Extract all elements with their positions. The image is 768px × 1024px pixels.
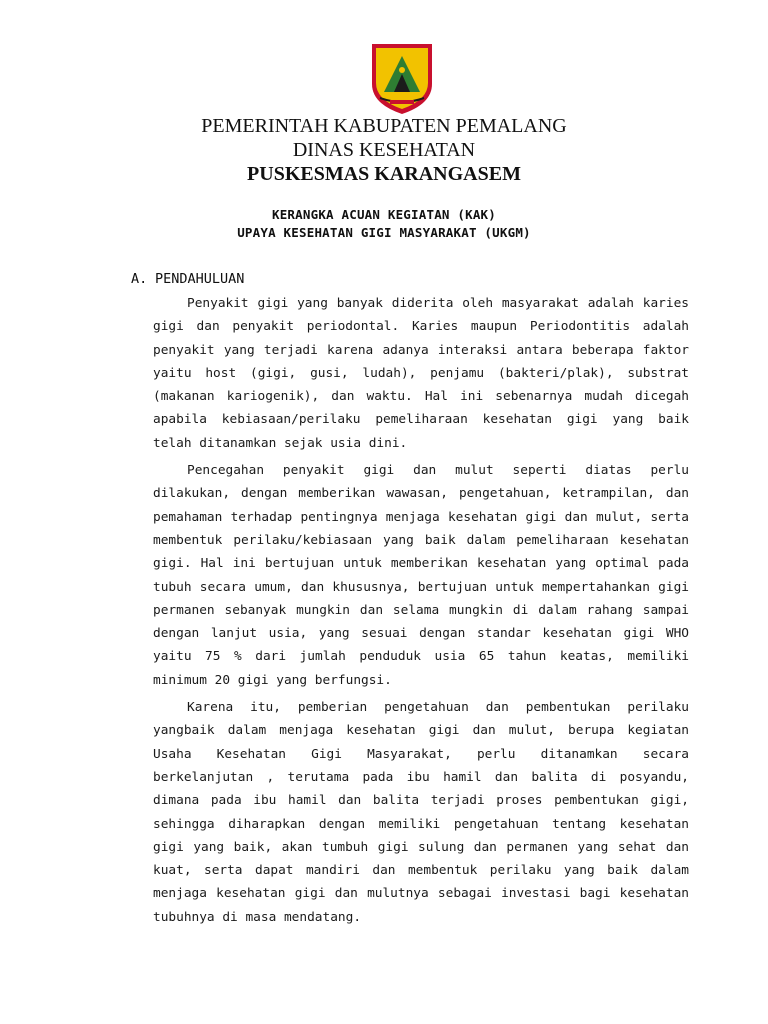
document-title-line2: UPAYA KESEHATAN GIGI MASYARAKAT (UKGM) [237, 225, 531, 240]
paragraph-3: Karena itu, pemberian pengetahuan dan pembentukan perilaku yangbaik dalam menjaga kesehatan gigi dan mulut, berupa kegiatan Usaha Kesehatan Gigi Masyarakat, perlu ditanamkan secara berkelanjutan , terutama pada ibu hamil dan balita di posyandu, dimana pada ibu hamil dan balita terjadi proses pembentukan gigi, sehingga diharapkan dengan memiliki pengetahuan tentang kesehatan gigi yang baik, akan tumbuh gigi sulung dan permanen yang sehat dan kuat, serta dapat mandiri dan membentuk perilaku yang baik dalam menjaga kesehatan gigi dan mulutnya sebagai investasi bagi kesehatan tubuhnya di masa mendatang. [153, 700, 689, 925]
section-title: PENDAHULUAN [155, 271, 245, 287]
government-name: PEMERINTAH KABUPATEN PEMALANG [201, 115, 567, 137]
institution-name: PUSKESMAS KARANGASEM [247, 163, 521, 185]
section-heading [131, 269, 244, 289]
regency-emblem-icon [370, 42, 434, 116]
agency-name: DINAS KESEHATAN [292, 139, 476, 161]
document-title-line1: KERANGKA ACUAN KEGIATAN (KAK) [271, 207, 497, 222]
paragraph-2: Pencegahan penyakit gigi dan mulut seperti diatas perlu dilakukan, dengan memberikan wawasan, pengetahuan, ketrampilan, dan pemahaman terhadap pentingnya menjaga kesehatan gigi dan mulut, serta membentuk perilaku/kebiasaan yang baik dalam pemeliharaan kesehatan gigi. Hal ini bertujuan untuk memberikan kesehatan yang optimal pada tubuh secara umum, dan khususnya, bertujuan untuk mempertahankan gigi permanen sebanyak mungkin dan selama mungkin di dalam rahang sampai dengan lanjut usia, yang sesuai dengan standar kesehatan gigi WHO yaitu 75 % dari jumlah penduduk usia 65 tahun keatas, memiliki minimum 20 gigi yang berfungsi. [153, 463, 689, 688]
paragraph-1: Penyakit gigi yang banyak diderita oleh masyarakat adalah karies gigi dan penyakit periodontal. Karies maupun Periodontitis adalah penyakit yang terjadi karena adanya interaksi antara beberapa faktor yaitu host (gigi, gusi, ludah), penjamu (bakteri/plak), substrat (makanan kariogenik), dan waktu. Hal ini sebenarnya mudah dicegah apabila kebiasaan/perilaku pemeliharaan kesehatan gigi yang baik telah ditanamkan sejak usia dini. [153, 296, 689, 451]
section-body [153, 292, 689, 929]
letterhead [0, 114, 768, 186]
section-number: A. [131, 271, 148, 287]
document-title [0, 206, 768, 242]
